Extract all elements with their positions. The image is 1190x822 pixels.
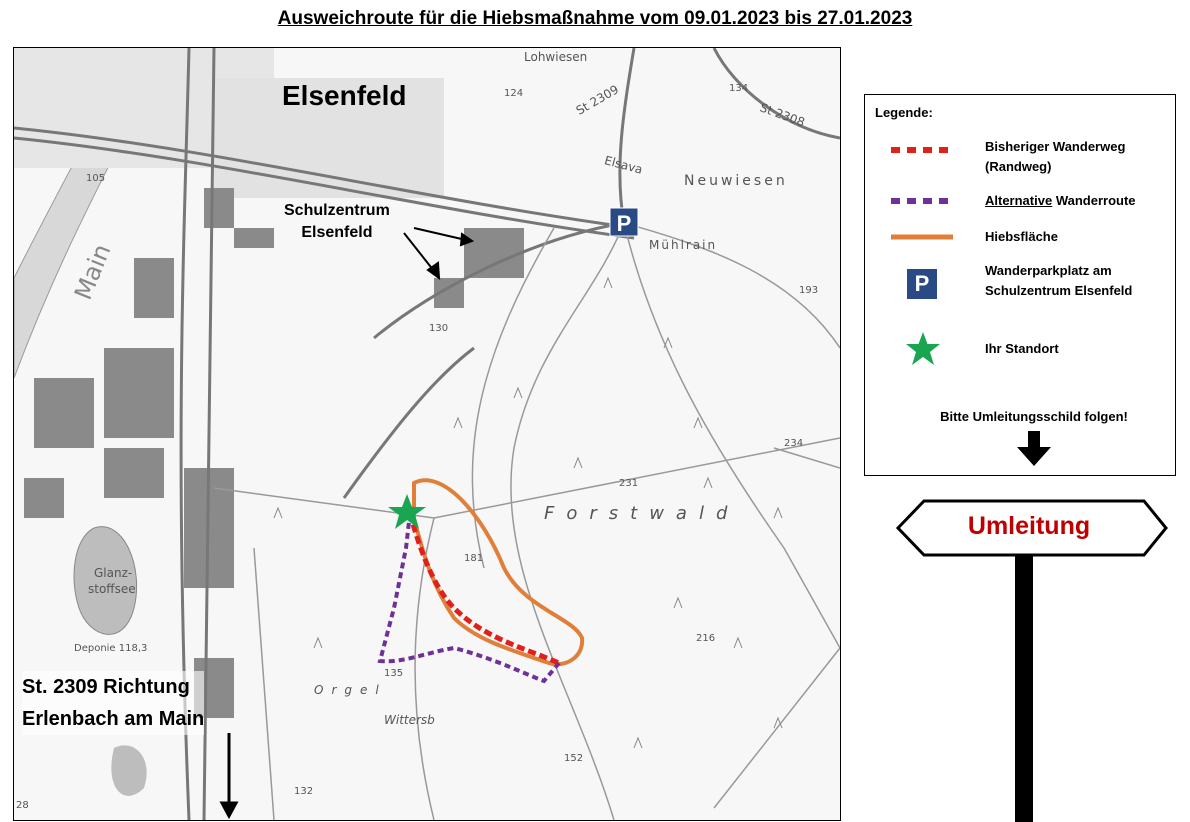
svg-text:P: P xyxy=(616,211,632,236)
town-label: Elsenfeld xyxy=(282,80,407,111)
map-label: Neuwiesen xyxy=(684,173,788,189)
legend-text-line: Schulzentrum Elsenfeld xyxy=(985,283,1133,298)
map-label: 181 xyxy=(464,553,484,564)
legend-text xyxy=(985,191,1136,211)
map-label: Mühlrain xyxy=(649,238,718,252)
legend-text-emphasis: Alternative xyxy=(985,193,1053,208)
school-arrows xyxy=(404,228,472,278)
road-direction-line2: Erlenbach am Main xyxy=(22,708,205,730)
legend-item-parking xyxy=(865,261,1175,301)
page-title: Ausweichroute für die Hiebsmaßnahme vom 09.01.2023 bis 27.01.2023 xyxy=(277,8,913,29)
map-label: St 2309 xyxy=(573,82,622,118)
legend-title: Legende: xyxy=(875,105,933,120)
map-label: 216 xyxy=(696,633,716,644)
map-label: Deponie 118,3 xyxy=(74,643,148,654)
map-label: 124 xyxy=(504,88,524,99)
legend-item-location xyxy=(865,331,1175,371)
map-label: 135 xyxy=(384,668,404,679)
map-label: Lohwiesen xyxy=(524,50,588,64)
parking-icon: P xyxy=(907,269,937,299)
topographic-map xyxy=(13,47,841,821)
legend-item-alternative-route xyxy=(865,191,1175,231)
route-arrow xyxy=(222,733,236,816)
map-label: 152 xyxy=(564,753,584,764)
map-label: 134 xyxy=(729,83,749,94)
arrow-down-icon xyxy=(1016,431,1052,467)
map-label: 132 xyxy=(294,786,314,797)
map-label: 231 xyxy=(619,478,639,489)
small-pond xyxy=(111,745,146,795)
road-direction-label xyxy=(22,671,204,735)
map-label: Orgel xyxy=(314,683,387,697)
map-label: Glanz- xyxy=(94,566,133,580)
legend-text-line: Bisheriger Wanderweg xyxy=(985,139,1126,154)
legend-text-rest: Wanderroute xyxy=(1052,193,1136,208)
detour-signpost xyxy=(896,498,1168,822)
legend-item-existing-path xyxy=(865,137,1175,177)
map-label: Main xyxy=(68,240,117,304)
school-label-line1: Schulzentrum xyxy=(284,202,390,219)
sign-pole xyxy=(1015,553,1033,822)
red-dashed-line-icon xyxy=(891,145,953,155)
map-label: Wittersb xyxy=(384,713,435,727)
road-direction-line1: St. 2309 Richtung xyxy=(22,676,190,698)
legend-text-line: (Randweg) xyxy=(985,159,1052,174)
map-label: 193 xyxy=(799,285,819,296)
legend-text-line: Wanderparkplatz am xyxy=(985,263,1112,278)
legend-text: Ihr Standort xyxy=(985,341,1059,356)
school-label xyxy=(284,200,390,244)
legend-text xyxy=(985,261,1132,301)
legend-text xyxy=(985,137,1125,177)
school-label-line2: Elsenfeld xyxy=(301,224,373,241)
orange-line-icon xyxy=(891,232,953,242)
lake-glanzstoffsee xyxy=(74,527,137,635)
map-label: stoffsee xyxy=(88,582,136,596)
map-label: 130 xyxy=(429,323,449,334)
map-label: Forstwald xyxy=(544,503,740,524)
follow-sign-instruction: Bitte Umleitungsschild folgen! xyxy=(940,409,1128,424)
detour-sign-text: Umleitung xyxy=(967,512,1091,540)
paths xyxy=(214,223,840,820)
star-icon xyxy=(905,331,941,367)
map-label: St 2308 xyxy=(758,100,807,130)
map-label: 234 xyxy=(784,438,804,449)
map-label: Elsava xyxy=(602,153,645,177)
map-label: 105 xyxy=(86,173,106,184)
purple-dashed-line-icon xyxy=(891,196,953,206)
legend-box xyxy=(864,94,1176,476)
map-label: 28 xyxy=(16,800,29,811)
legend-text: Hiebsfläche xyxy=(985,229,1058,244)
